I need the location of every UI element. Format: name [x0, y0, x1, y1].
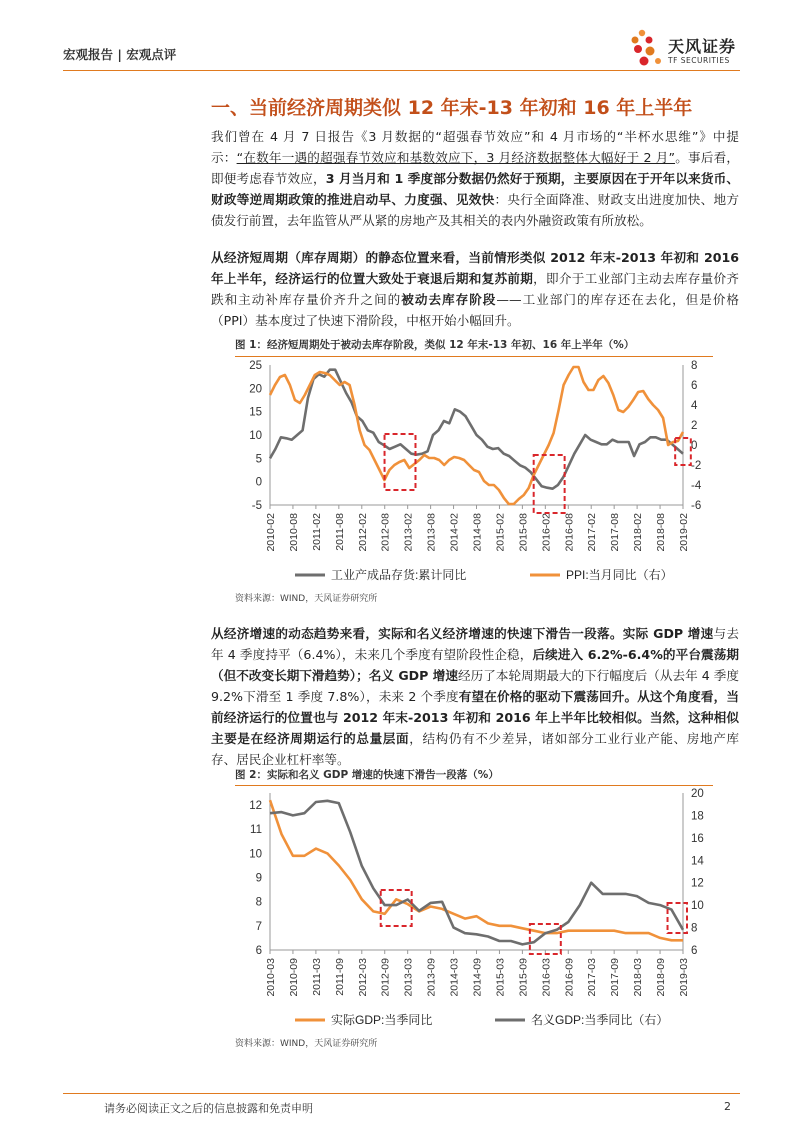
- series-line: [270, 801, 683, 945]
- y-left-tick-label: 8: [255, 896, 262, 909]
- x-tick-label: 2014-02: [448, 513, 461, 552]
- y-left-tick-label: 20: [249, 383, 262, 396]
- footer-divider: [63, 1093, 740, 1094]
- x-tick-label: 2011-03: [310, 958, 323, 996]
- y-left-tick-label: 7: [255, 920, 262, 933]
- highlight-box: [381, 890, 412, 926]
- text-run: “在数年一遇的超强春节效应和基数效应下，3 月经济数据整体大幅好于 2 月”: [236, 150, 676, 165]
- y-right-tick-label: -2: [691, 460, 702, 472]
- text-run: 后续进入 6.2%-6.4%的平台震荡期（但不改变长期下滑趋势）；名义 GDP 增速: [211, 647, 740, 683]
- x-tick-label: 2019-03: [678, 958, 690, 997]
- figure-1-source: 资料来源：WIND，天风证券研究所: [235, 594, 378, 604]
- y-left-tick-label: 11: [250, 824, 262, 837]
- legend-label: 实际GDP:当季同比: [331, 1013, 433, 1027]
- text-run: 从经济短周期（库存周期）的静态位置来看，当前情形类似 2012 年末-2013 年初和 2016 年上半年，经济运行的位置大致处于衰退后期和复苏前期: [211, 250, 739, 286]
- y-right-tick-label: 0: [691, 440, 698, 452]
- text-run: ，结构仍有不少差异，诸如部分工业行业产能、房地产库存、居民企业杠杆率等。: [211, 731, 740, 767]
- x-tick-label: 2010-09: [287, 958, 300, 997]
- x-tick-label: 2012-03: [356, 958, 369, 997]
- y-right-tick-label: 14: [691, 855, 704, 868]
- text-run: ：央行全面降准、财政支出进度加快、地方债发行前置，去年监管从严从紧的房地产及其相关的表内外融资政策有所放松。: [211, 192, 740, 228]
- legend-label: PPI:当月同比（右）: [566, 568, 673, 582]
- figure-2-caption: 图 2：实际和名义 GDP 增速的快速下滑告一段落（%）: [235, 769, 499, 781]
- x-tick-label: 2015-09: [517, 958, 530, 997]
- y-right-tick-label: 10: [691, 900, 704, 913]
- logo-dot-icon: [646, 37, 653, 44]
- x-tick-label: 2012-09: [379, 958, 392, 997]
- logo-dot-icon: [634, 45, 642, 53]
- y-right-tick-label: 4: [691, 400, 698, 412]
- y-right-tick-label: 18: [691, 810, 704, 823]
- x-tick-label: 2015-08: [517, 513, 530, 552]
- x-tick-label: 2013-09: [425, 958, 438, 997]
- y-right-tick-label: 16: [691, 832, 704, 845]
- x-tick-label: 2014-09: [471, 958, 484, 997]
- paragraph-2: [211, 247, 739, 331]
- logo-name-en: TF SECURITIES: [668, 56, 730, 65]
- x-tick-label: 2016-08: [563, 513, 576, 552]
- x-tick-label: 2017-03: [586, 958, 599, 997]
- legend-label: 工业产成品存货:累计同比: [331, 568, 467, 582]
- x-tick-label: 2010-02: [265, 513, 277, 552]
- y-left-tick-label: 0: [255, 476, 262, 489]
- chart-gdp-growth: [225, 787, 725, 1032]
- logo-dot-icon: [639, 30, 645, 36]
- y-right-tick-label: 8: [691, 922, 698, 935]
- figure-1-caption-divider: [235, 356, 713, 357]
- x-tick-label: 2013-08: [425, 513, 438, 552]
- y-left-tick-label: 5: [255, 453, 262, 466]
- series-line: [270, 800, 683, 940]
- x-tick-label: 2015-02: [494, 513, 507, 552]
- chart-inventory-ppi: [225, 358, 725, 590]
- y-left-tick-label: 10: [249, 430, 262, 442]
- x-tick-label: 2014-03: [448, 958, 461, 997]
- text-run: 我们曾在 4 月 7 日报告《3 月数据的“超强春节效应”和 4 月市场的“半杯水思维”》中提示：: [211, 129, 739, 165]
- x-tick-label: 2013-03: [402, 958, 415, 997]
- x-tick-label: 2010-08: [287, 513, 300, 552]
- x-tick-label: 2016-09: [563, 958, 576, 997]
- x-tick-label: 2017-08: [609, 513, 622, 552]
- text-run: 经历了本轮周期最大的下行幅度后（从去年 4 季度 9.2%下滑至 1 季度 7.8%），未来 2 个季度: [211, 668, 739, 704]
- y-right-tick-label: 6: [691, 945, 698, 957]
- report-category: 宏观报告 | 宏观点评: [63, 47, 177, 62]
- x-tick-label: 2017-02: [586, 513, 599, 552]
- x-tick-label: 2017-09: [609, 958, 622, 997]
- x-tick-label: 2012-02: [356, 513, 369, 552]
- y-right-tick-label: 20: [691, 788, 704, 800]
- y-left-tick-label: 9: [255, 872, 262, 885]
- figure-1-caption: 图 1：经济短周期处于被动去库存阶段，类似 12 年末-13 年初、16 年上半年（%）: [235, 339, 635, 351]
- text-run: 3 月当月和 1 季度部分数据仍然好于预期，主要原因在于开年以来货币、财政等逆周期政策的推进启动早、力度强、见效快: [211, 171, 739, 207]
- text-run: 被动去库存阶段: [401, 292, 497, 307]
- y-right-tick-label: 2: [691, 420, 698, 432]
- y-right-tick-label: 6: [691, 380, 698, 392]
- x-tick-label: 2016-02: [540, 513, 553, 552]
- logo-dot-icon: [646, 47, 655, 56]
- x-tick-label: 2018-08: [655, 513, 668, 552]
- section-title: 一、当前经济周期类似 12 年末-13 年初和 16 年上半年: [211, 97, 693, 119]
- logo-name-cn: 天风证券: [668, 37, 737, 56]
- x-tick-label: 2011-02: [310, 513, 323, 551]
- y-left-tick-label: -5: [251, 500, 262, 512]
- x-tick-label: 2015-03: [494, 958, 507, 997]
- paragraph-1: [211, 126, 739, 231]
- x-tick-label: 2012-08: [379, 513, 392, 552]
- y-left-tick-label: 25: [249, 360, 262, 372]
- x-tick-label: 2011-08: [333, 513, 346, 551]
- legend-label: 名义GDP:当季同比（右）: [531, 1013, 669, 1027]
- text-run: 。事后看，即便考虑春节效应，: [211, 150, 740, 186]
- y-left-tick-label: 6: [255, 945, 262, 957]
- header-divider: [63, 70, 740, 71]
- y-left-tick-label: 12: [249, 800, 262, 813]
- text-run: 有望在价格的驱动下震荡回升。从这个角度看，当前经济运行的位置也与 2012 年末-2013 年初和 2016 年上半年比较相似。当然，这种相似主要是在经济周期运行的总量层面: [211, 689, 740, 746]
- page-number: 2: [724, 1100, 731, 1113]
- x-tick-label: 2013-02: [402, 513, 415, 552]
- text-run: ——工业部门的库存还在去化，但是价格（PPI）基本度过了快速下滑阶段，中枢开始小幅回升。: [211, 292, 740, 328]
- text-run: 从经济增速的动态趋势来看，实际和名义经济增速的快速下滑告一段落。实际 GDP 增速: [211, 626, 714, 641]
- logo-dot-icon: [632, 37, 639, 44]
- paragraph-3: [211, 623, 739, 770]
- y-right-tick-label: -4: [691, 480, 702, 492]
- text-run: 与去年 4 季度持平（6.4%），未来几个季度有望阶段性企稳，: [211, 626, 740, 662]
- text-run: ，即介于工业部门主动去库存量价齐跌和主动补库存量价齐升之间的: [211, 271, 740, 307]
- logo-dot-icon: [655, 58, 661, 64]
- x-tick-label: 2018-02: [632, 513, 645, 552]
- x-tick-label: 2019-02: [678, 513, 690, 552]
- x-tick-label: 2018-09: [655, 958, 668, 997]
- logo-dot-icon: [640, 57, 649, 66]
- x-tick-label: 2014-08: [471, 513, 484, 552]
- x-tick-label: 2010-03: [265, 958, 277, 997]
- figure-2-source: 资料来源：WIND，天风证券研究所: [235, 1039, 378, 1049]
- y-left-tick-label: 10: [249, 848, 262, 861]
- x-tick-label: 2018-03: [632, 958, 645, 997]
- y-right-tick-label: 8: [691, 360, 698, 372]
- figure-2-caption-divider: [235, 785, 713, 786]
- x-tick-label: 2011-09: [333, 958, 346, 996]
- y-right-tick-label: -6: [691, 500, 702, 512]
- y-right-tick-label: 12: [691, 877, 704, 890]
- footer-disclaimer: 请务必阅读正文之后的信息披露和免责申明: [104, 1102, 313, 1115]
- y-left-tick-label: 15: [249, 406, 262, 419]
- x-tick-label: 2016-03: [540, 958, 553, 997]
